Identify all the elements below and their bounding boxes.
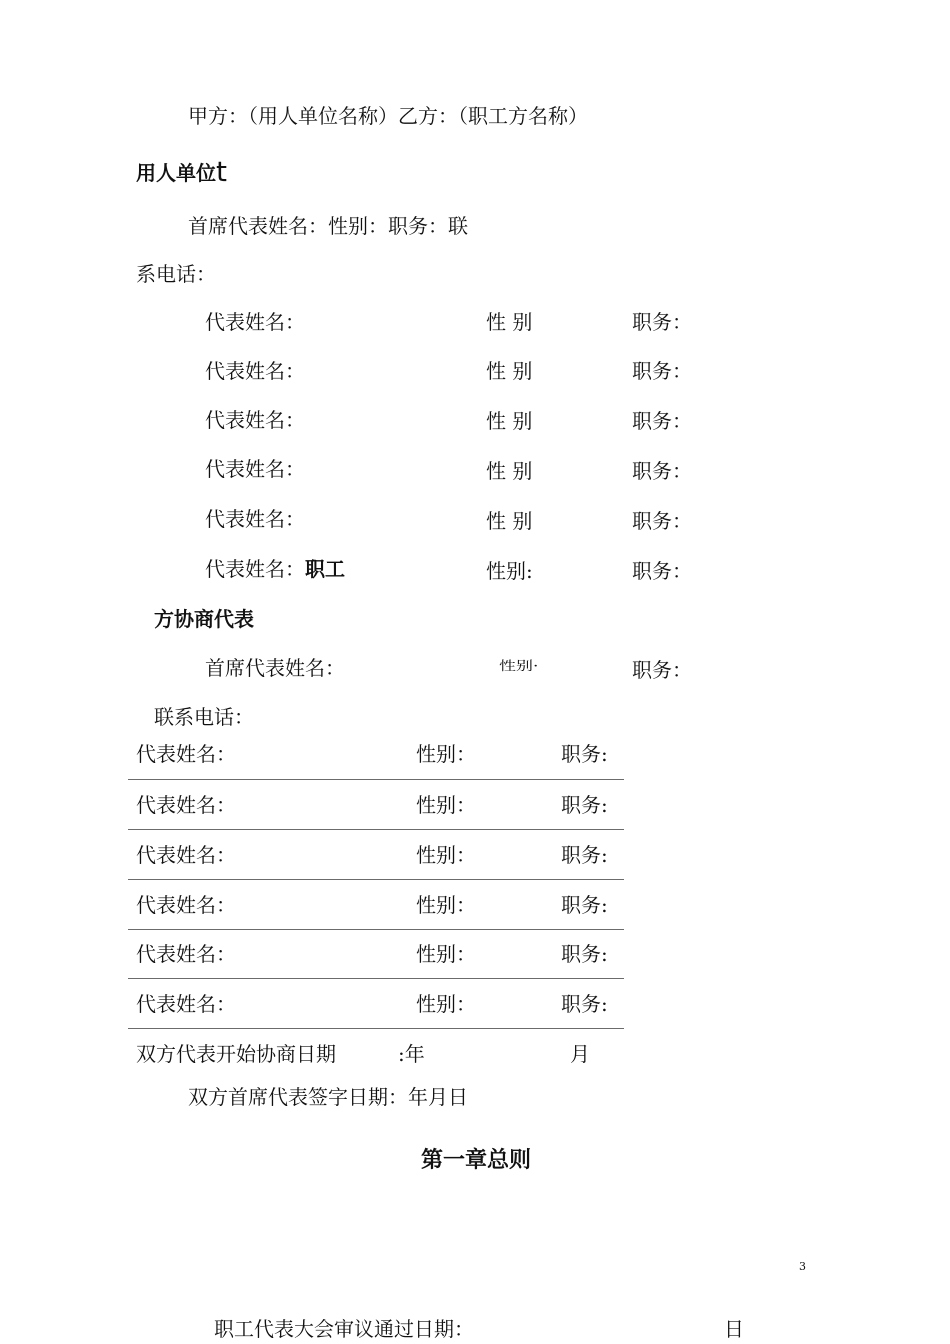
rep-gender-label: 性别：: [416, 942, 476, 966]
negotiation-year-label: :年: [398, 1042, 425, 1066]
negotiation-start-label: 双方代表开始协商日期: [136, 1042, 336, 1066]
rep-name-label: 代表姓名：: [136, 843, 236, 867]
rep-gender-label: 性别:: [486, 559, 533, 583]
parties-line: 甲方：（用人单位名称）乙方：（职工方名称）: [188, 104, 588, 128]
rep-position-label: 职务：: [632, 559, 692, 583]
chapter-title: 第一章总则: [421, 1148, 532, 1173]
row-divider: [128, 779, 624, 780]
employee-chief-gender-text: 性别·: [499, 658, 539, 674]
rep-gender-label: 性别：: [416, 843, 476, 867]
rep-position-label: 职务：: [632, 310, 692, 334]
row-divider: [128, 1028, 624, 1029]
rep-gender-label: 性别：: [416, 893, 476, 917]
rep-position-label: 职务:: [561, 893, 608, 917]
employee-heading: 方协商代表: [154, 607, 254, 631]
approval-date-label: 职工代表大会审议通过日期：: [214, 1317, 474, 1341]
row-divider: [128, 929, 624, 930]
rep-name-label: 代表姓名：: [205, 310, 305, 334]
rep-suffix: 职工: [305, 557, 345, 581]
employee-phone-line: 联系电话：: [154, 705, 254, 729]
employer-heading-text: 用人单位: [136, 161, 216, 185]
rep-name-label-with-suffix: [205, 557, 345, 581]
rep-position-label: 职务：: [632, 459, 692, 483]
employer-chief-line: 首席代表姓名：性别：职务：联: [188, 214, 468, 238]
rep-name-label: 代表姓名：: [136, 942, 236, 966]
rep-gender-label: 性 别: [486, 359, 533, 383]
rep-gender-label: 性别：: [416, 992, 476, 1016]
rep-position-label: 职务:: [561, 992, 608, 1016]
rep-position-label: 职务:: [561, 742, 608, 766]
rep-gender-label: 性别：: [416, 742, 476, 766]
rep-position-label: 职务：: [632, 409, 692, 433]
negotiation-month-label: 月: [570, 1042, 590, 1066]
rep-name-label: 代表姓名：: [205, 507, 305, 531]
rep-gender-label: 性 别: [486, 459, 533, 483]
employee-chief-position-label: 职务：: [632, 658, 692, 682]
rep-name-label: 代表姓名：: [205, 359, 305, 383]
rep-position-label: 职务：: [632, 359, 692, 383]
rep-name-label: 代表姓名：: [205, 457, 305, 481]
rep-gender-label: 性 别: [486, 310, 533, 334]
rep-name-label: 代表姓名：: [136, 793, 236, 817]
employer-heading: [136, 155, 227, 188]
rep-position-label: 职务:: [561, 793, 608, 817]
rep-name-label: 代表姓名：: [205, 408, 305, 432]
rep-gender-label: 性别：: [416, 793, 476, 817]
signing-date-line: 双方首席代表签字日期：年月日: [188, 1085, 468, 1109]
rep-position-label: 职务：: [632, 509, 692, 533]
employer-phone-line: 系电话：: [136, 262, 216, 286]
row-divider: [128, 879, 624, 880]
rep-position-label: 职务:: [561, 843, 608, 867]
row-divider: [128, 978, 624, 979]
employer-heading-tail: t: [216, 155, 227, 188]
rep-name-label: 代表姓名：: [136, 742, 236, 766]
employee-chief-gender-label: [499, 657, 538, 681]
approval-day-label: 日: [724, 1317, 744, 1341]
rep-position-label: 职务:: [561, 942, 608, 966]
page-number: 3: [799, 1260, 806, 1273]
rep-gender-label: 性 别: [486, 409, 533, 433]
rep-gender-label: 性 别: [486, 509, 533, 533]
rep-name-label: 代表姓名：: [136, 893, 236, 917]
employee-chief-name-label: 首席代表姓名：: [205, 656, 345, 680]
rep-name-label: 代表姓名：: [205, 557, 305, 581]
row-divider: [128, 829, 624, 830]
rep-name-label: 代表姓名：: [136, 992, 236, 1016]
